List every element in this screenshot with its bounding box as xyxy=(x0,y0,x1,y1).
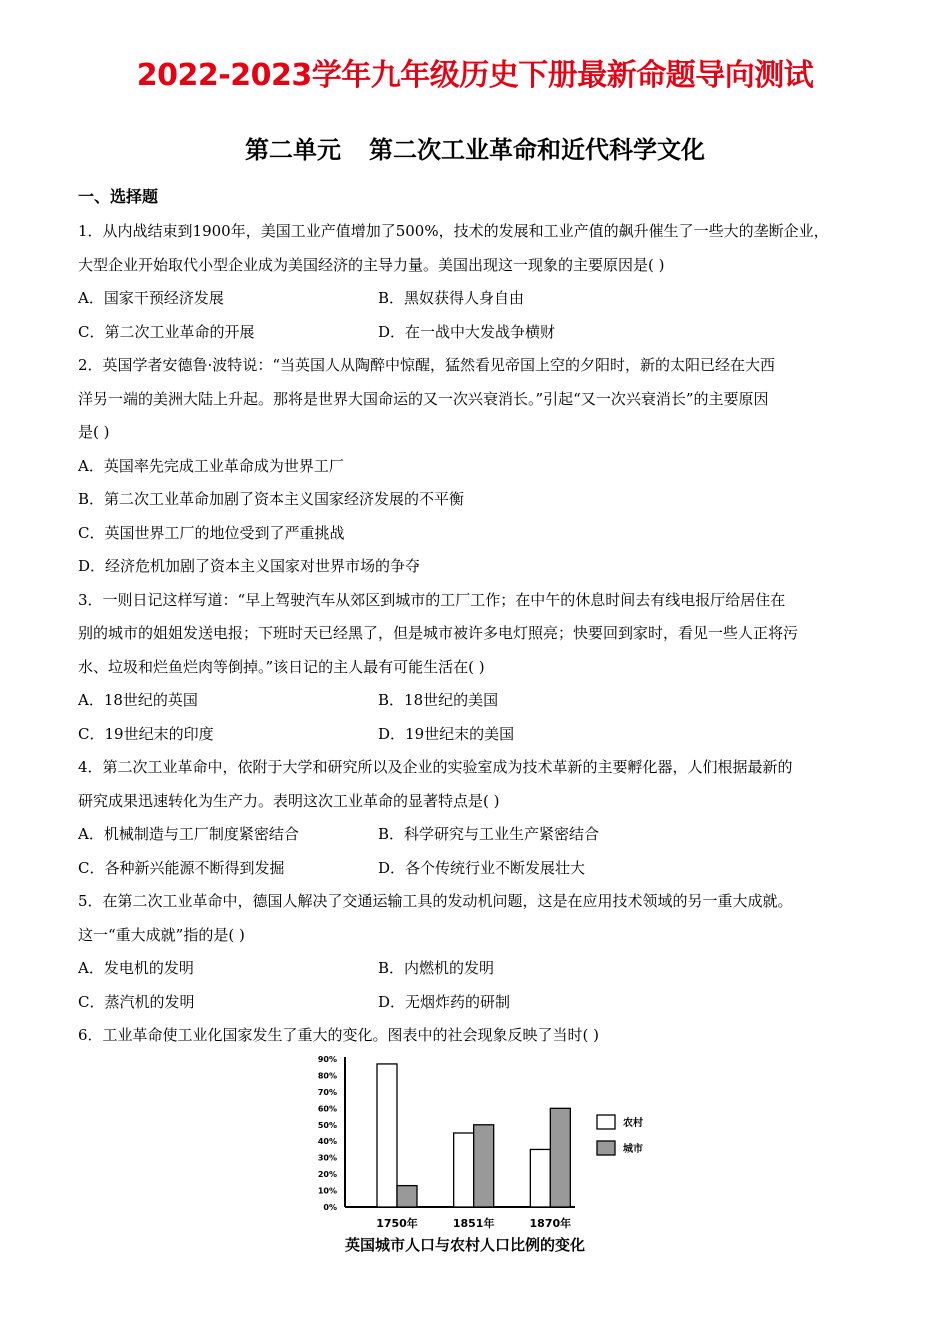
question-stem-line: 别的城市的姐姐发送电报；下班时天已经黑了，但是城市被许多电灯照亮；快要回到家时，看见一些人正将污 xyxy=(78,624,799,642)
legend-label: 农村 xyxy=(623,1118,643,1129)
bar-农村-1870年 xyxy=(530,1149,550,1207)
y-tick-label: 90% xyxy=(317,1055,337,1064)
question-stem-line: 5．在第二次工业革命中，德国人解决了交通运输工具的发动机问题，这是在应用技术领域的另一重大成就。 xyxy=(78,892,793,910)
question-5 xyxy=(78,885,878,1019)
y-tick-label: 80% xyxy=(317,1071,337,1081)
bar-农村-1851年 xyxy=(454,1133,474,1207)
legend-label: 城市 xyxy=(623,1144,643,1155)
answer-option[interactable]: C．蒸汽机的发明 xyxy=(78,992,195,1011)
option-row xyxy=(78,818,878,852)
x-tick-label: 1851年 xyxy=(452,1217,495,1230)
unit-title: 第二次工业革命和近代科学文化 xyxy=(369,136,705,164)
answer-option[interactable]: A．发电机的发明 xyxy=(78,959,194,977)
urban-rural-chart xyxy=(305,1050,685,1260)
x-tick-label: 1750年 xyxy=(376,1217,418,1230)
y-tick-label: 10% xyxy=(317,1186,337,1196)
section-heading: 一、选择题 xyxy=(78,187,159,206)
y-tick-label: 20% xyxy=(317,1170,337,1180)
option-row xyxy=(78,316,878,350)
answer-option[interactable]: C．英国世界工厂的地位受到了严重挑战 xyxy=(78,523,345,542)
question-stem-line: 大型企业开始取代小型企业成为美国经济的主导力量。美国出现这一现象的主要原因是( ) xyxy=(78,255,665,274)
bar-城市-1870年 xyxy=(550,1108,570,1207)
answer-option[interactable]: D．19世纪末的美国 xyxy=(378,724,515,743)
question-stem-line: 4．第二次工业革命中，依附于大学和研究所以及企业的实验室成为技术革新的主要孵化器，人们根据最新的 xyxy=(78,758,793,776)
answer-option[interactable]: B．第二次工业革命加剧了资本主义国家经济发展的不平衡 xyxy=(78,490,465,508)
unit-heading xyxy=(0,130,950,165)
answer-option[interactable]: B．内燃机的发明 xyxy=(378,959,495,977)
question-list xyxy=(78,215,878,1053)
answer-option[interactable]: A．机械制造与工厂制度紧密结合 xyxy=(78,825,299,843)
answer-option[interactable]: B．科学研究与工业生产紧密结合 xyxy=(378,825,600,843)
answer-option[interactable]: C．19世纪末的印度 xyxy=(78,724,214,743)
y-tick-label: 30% xyxy=(317,1153,337,1163)
question-stem-line: 6．工业革命使工业化国家发生了重大的变化。图表中的社会现象反映了当时( ) xyxy=(78,1026,600,1044)
answer-option[interactable]: A．18世纪的英国 xyxy=(78,691,198,709)
y-tick-label: 60% xyxy=(317,1104,337,1114)
question-stem-line: 水、垃圾和烂鱼烂肉等倒掉。”该日记的主人最有可能生活在( ) xyxy=(78,657,485,676)
answer-option[interactable]: C．各种新兴能源不断得到发掘 xyxy=(78,858,285,877)
option-row xyxy=(78,718,878,752)
answer-option[interactable]: D．在一战中大发战争横财 xyxy=(378,322,556,341)
page-title: 2022-2023学年九年级历史下册最新命题导向测试 xyxy=(136,58,814,93)
answer-option[interactable]: D．各个传统行业不断发展壮大 xyxy=(378,858,586,877)
option-row xyxy=(78,986,878,1020)
question-4 xyxy=(78,751,878,885)
question-stem-line: 这一“重大成就”指的是( ) xyxy=(78,925,245,944)
question-6 xyxy=(78,1019,878,1053)
bar-农村-1750年 xyxy=(377,1064,397,1207)
chart-title: 英国城市人口与农村人口比例的变化 xyxy=(344,1236,586,1254)
option-row xyxy=(78,684,878,718)
answer-option[interactable]: D．经济危机加剧了资本主义国家对世界市场的争夺 xyxy=(78,557,421,575)
question-3 xyxy=(78,584,878,752)
answer-option[interactable]: A．国家干预经济发展 xyxy=(78,289,224,307)
answer-option[interactable]: D．无烟炸药的研制 xyxy=(378,992,511,1011)
y-tick-label: 70% xyxy=(317,1087,337,1097)
question-stem-line: 洋另一端的美洲大陆上升起。那将是世界大国命运的又一次兴衰消长。”引起“又一次兴衰消长”的主要原因 xyxy=(78,389,769,408)
answer-option[interactable]: C．第二次工业革命的开展 xyxy=(78,322,255,341)
answer-option[interactable]: A．英国率先完成工业革命成为世界工厂 xyxy=(78,456,344,475)
question-2 xyxy=(78,349,878,584)
y-tick-label: 0% xyxy=(323,1203,337,1212)
legend-swatch xyxy=(597,1115,615,1129)
question-stem-line: 是( ) xyxy=(78,423,110,441)
y-tick-label: 40% xyxy=(317,1137,337,1147)
question-stem-line: 1．从内战结束到1900年，美国工业产值增加了500%，技术的发展和工业产值的飙升催生了一些大的垄断企业， xyxy=(78,222,829,240)
question-stem-line: 2．英国学者安德鲁·波特说：“当英国人从陶醉中惊醒，猛然看见帝国上空的夕阳时，新的太阳已经在大西 xyxy=(78,356,775,374)
question-stem-line: 研究成果迅速转化为生产力。表明这次工业革命的显著特点是( ) xyxy=(78,791,500,810)
y-tick-label: 50% xyxy=(317,1120,337,1130)
option-row xyxy=(78,282,878,316)
bar-城市-1851年 xyxy=(474,1125,494,1207)
answer-option[interactable]: B．黑奴获得人身自由 xyxy=(378,289,525,307)
question-1 xyxy=(78,215,878,349)
bar-城市-1750年 xyxy=(397,1186,417,1207)
x-tick-label: 1870年 xyxy=(529,1217,572,1230)
option-row xyxy=(78,852,878,886)
question-stem-line: 3．一则日记这样写道：“早上驾驶汽车从郊区到城市的工厂工作；在中午的休息时间去有线电报厅给居住在 xyxy=(78,590,786,609)
legend-swatch xyxy=(597,1141,615,1155)
unit-label: 第二单元 xyxy=(245,136,341,164)
answer-option[interactable]: B．18世纪的美国 xyxy=(378,691,499,709)
option-row xyxy=(78,952,878,986)
